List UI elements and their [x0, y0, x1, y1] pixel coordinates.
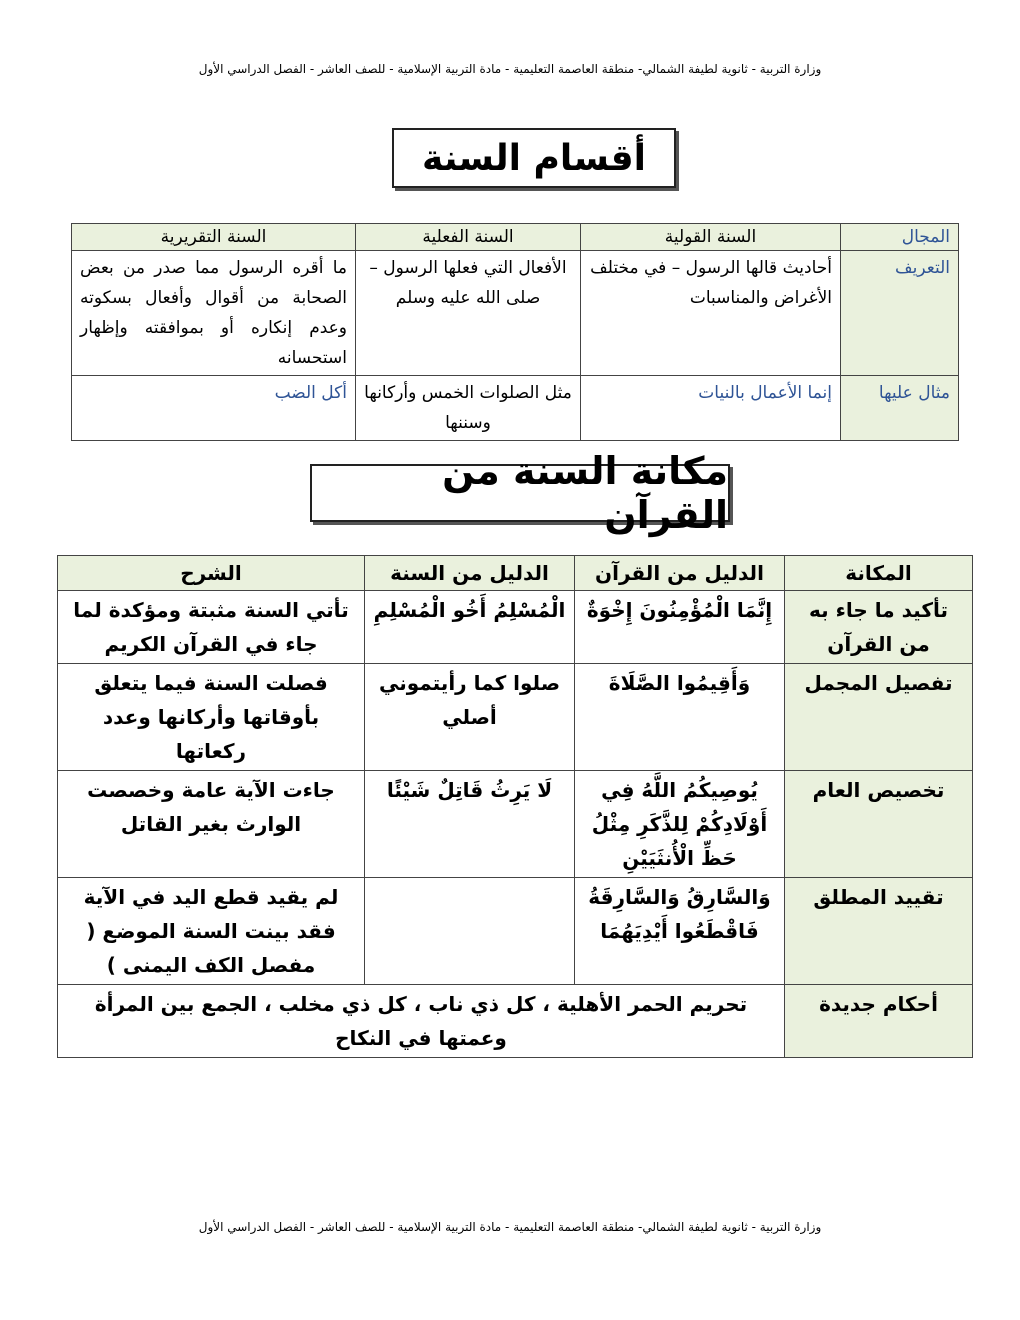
table-row [58, 771, 973, 878]
header-cell: السنة القولية [581, 224, 841, 251]
section-title-sunnah-types: أقسام السنة [392, 128, 676, 188]
table-row [58, 878, 973, 985]
table-row [58, 664, 973, 771]
page-header: وزارة التربية - ثانوية لطيفة الشمالي- منطقة العاصمة التعليمية - مادة التربية الإسلامية - للصف العاشر - الفصل الدراسي الأول [198, 62, 822, 76]
table-header-row [72, 224, 959, 251]
header-cell: المجال [841, 224, 959, 251]
sunnah-evidence: الْمُسْلِمُ أَخُو الْمُسْلِمِ [365, 591, 575, 664]
quran-evidence: يُوصِيكُمُ اللَّهُ فِي أَوْلَادِكُمْ لِلذَّكَرِ مِثْلُ حَظِّ الْأُنثَيَيْنِ [575, 771, 785, 878]
row-label: تفصيل المجمل [785, 664, 973, 771]
sunnah-types-table [71, 223, 959, 441]
table-row [58, 591, 973, 664]
quran-evidence: وَأَقِيمُوا الصَّلَاةَ [575, 664, 785, 771]
sunnah-evidence: صلوا كما رأيتموني أصلي [365, 664, 575, 771]
row-label: التعريف [841, 251, 959, 376]
explanation: لم يقيد قطع اليد في الآية فقد بينت السنة الموضع ( مفصل الكف اليمنى ) [58, 878, 365, 985]
table-cell: إنما الأعمال بالنيات [581, 376, 841, 441]
table-row [72, 376, 959, 441]
table-row [72, 251, 959, 376]
sunnah-evidence [365, 878, 575, 985]
explanation: فصلت السنة فيما يتعلق بأوقاتها وأركانها وعدد ركعاتها [58, 664, 365, 771]
explanation: تأتي السنة مثبتة ومؤكدة لما جاء في القرآن الكريم [58, 591, 365, 664]
header-cell: السنة الفعلية [356, 224, 581, 251]
sunnah-evidence: لَا يَرِثُ قَاتِلٌ شَيْئًا [365, 771, 575, 878]
row-label: مثال عليها [841, 376, 959, 441]
row-label: أحكام جديدة [785, 985, 973, 1058]
header-cell: الشرح [58, 556, 365, 591]
new-rulings-text: تحريم الحمر الأهلية ، كل ذي ناب ، كل ذي مخلب ، الجمع بين المرأة وعمتها في النكاح [58, 985, 785, 1058]
table-header-row [58, 556, 973, 591]
header-cell: السنة التقريرية [72, 224, 356, 251]
table-cell: الأفعال التي فعلها الرسول – صلى الله عليه وسلم [356, 251, 581, 376]
quran-evidence: وَالسَّارِقُ وَالسَّارِقَةُ فَاقْطَعُوا أَيْدِيَهُمَا [575, 878, 785, 985]
section-title-sunnah-status: مكانة السنة من القرآن [310, 464, 730, 522]
explanation: جاءت الآية عامة وخصصت الوارث بغير القاتل [58, 771, 365, 878]
table-cell: أحاديث قالها الرسول – في مختلف الأغراض والمناسبات [581, 251, 841, 376]
table-row [58, 985, 973, 1058]
quran-evidence: إِنَّمَا الْمُؤْمِنُونَ إِخْوَةٌ [575, 591, 785, 664]
table-cell: أكل الضب [72, 376, 356, 441]
page-footer: وزارة التربية - ثانوية لطيفة الشمالي- منطقة العاصمة التعليمية - مادة التربية الإسلامية - للصف العاشر - الفصل الدراسي الأول [198, 1220, 822, 1234]
row-label: تخصيص العام [785, 771, 973, 878]
row-label: تأكيد ما جاء به من القرآن [785, 591, 973, 664]
header-cell: الدليل من السنة [365, 556, 575, 591]
header-cell: الدليل من القرآن [575, 556, 785, 591]
sunnah-status-table [57, 555, 973, 1058]
row-label: تقييد المطلق [785, 878, 973, 985]
table-cell: ما أقره الرسول مما صدر من بعض الصحابة من أقوال وأفعال بسكوته وعدم إنكاره أو بموافقته وإظهار استحسانه [72, 251, 356, 376]
table-cell: مثل الصلوات الخمس وأركانها وسننها [356, 376, 581, 441]
header-cell: المكانة [785, 556, 973, 591]
